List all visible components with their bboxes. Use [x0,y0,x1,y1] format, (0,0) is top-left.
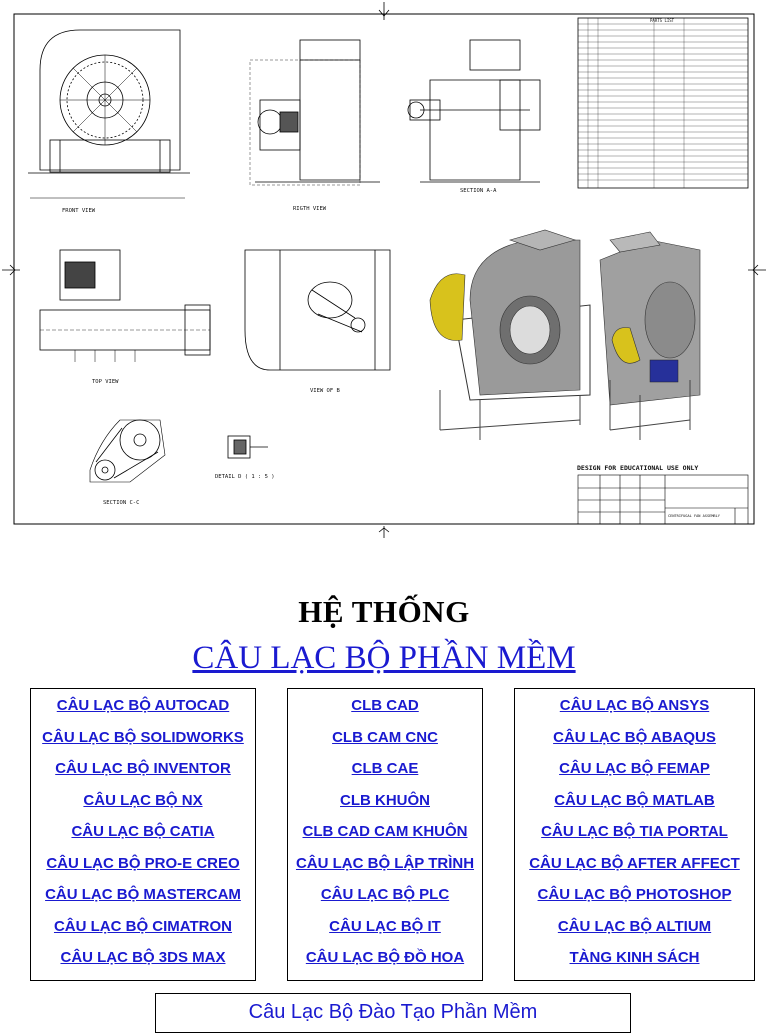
club-link-inventor[interactable]: CÂU LẠC BỘ INVENTOR [55,760,231,778]
club-link-matlab[interactable]: CÂU LẠC BỘ MATLAB [554,791,715,809]
club-link-tia-portal[interactable]: CÂU LẠC BỘ TIA PORTAL [541,823,728,841]
club-link-cae[interactable]: CLB CAE [351,760,419,778]
club-link-ansys[interactable]: CÂU LẠC BỘ ANSYS [559,697,710,715]
fan-3d-render-left [430,230,590,440]
edu-note: DESIGN FOR EDUCATIONAL USE ONLY [577,464,699,472]
club-link-catia[interactable]: CÂU LẠC BỘ CATIA [71,823,215,841]
club-link-photoshop[interactable]: CÂU LẠC BỘ PHOTOSHOP [537,886,732,904]
club-list-left [30,688,256,981]
heading-software-clubs[interactable]: CÂU LẠC BỘ PHẦN MỀM [192,640,576,676]
section-cc-view [90,420,165,506]
title-block-name: CENTRIFUGAL FAN ASSEMBLY [668,514,720,518]
footer-label: Câu Lạc Bộ Đào Tạo Phần Mềm [248,1001,538,1023]
right-view [250,40,380,212]
view-of-b [245,250,390,394]
heading-system: HỆ THỐNG [298,594,470,629]
footer-banner[interactable] [155,993,631,1033]
club-link-cam-cnc[interactable]: CLB CAM CNC [332,728,438,746]
club-link-plc[interactable]: CÂU LẠC BỘ PLC [320,886,450,904]
club-link-after-affect[interactable]: CÂU LẠC BỘ AFTER AFFECT [529,854,740,872]
section-aa-view [408,40,540,194]
front-view-label: FRONT VIEW [62,208,96,214]
detail-d-label: DETAIL D ( 1 : 5 ) [215,474,275,480]
club-link-cimatron[interactable]: CÂU LẠC BỘ CIMATRON [53,917,233,935]
club-link-lap-trinh[interactable]: CÂU LẠC BỘ LẬP TRÌNH [295,854,475,872]
club-link-altium[interactable]: CÂU LẠC BỘ ALTIUM [557,917,712,935]
club-link-cad-cam-khuon[interactable]: CLB CAD CAM KHUÔN [302,823,468,841]
club-link-do-hoa[interactable]: CÂU LẠC BỘ ĐỒ HOA [305,949,465,967]
parts-list [578,18,748,188]
fan-3d-render-right [600,232,700,440]
club-link-abaqus[interactable]: CÂU LẠC BỘ ABAQUS [553,728,716,746]
section-aa-label: SECTION A-A [460,188,497,194]
club-link-3ds-max[interactable]: CÂU LẠC BỘ 3DS MAX [60,949,226,967]
club-link-mastercam[interactable]: CÂU LẠC BỘ MASTERCAM [45,886,241,904]
club-list-right [514,688,755,981]
club-link-pro-e-creo[interactable]: CÂU LẠC BỘ PRO-E CREO [46,854,240,872]
club-link-solidworks[interactable]: CÂU LẠC BỘ SOLIDWORKS [42,728,244,746]
club-link-cad[interactable]: CLB CAD [351,697,419,715]
front-view [28,30,190,214]
club-list-middle [287,688,483,981]
parts-list-header: PARTS LIST [650,18,675,23]
title-block [578,475,748,524]
view-b-label: VIEW OF B [310,388,340,394]
top-view [40,250,210,385]
detail-d-view [215,436,275,480]
club-link-nx[interactable]: CÂU LẠC BỘ NX [83,791,203,809]
right-view-label: RIGTH VIEW [293,206,327,212]
club-link-khuon[interactable]: CLB KHUÔN [340,791,430,809]
club-link-autocad[interactable]: CÂU LẠC BỘ AUTOCAD [56,697,230,715]
section-cc-label: SECTION C-C [103,500,140,506]
club-link-femap[interactable]: CÂU LẠC BỘ FEMAP [559,760,710,778]
club-link-tang-kinh-sach[interactable]: TÀNG KINH SÁCH [569,949,700,967]
club-link-it[interactable]: CÂU LẠC BỘ IT [329,917,441,935]
top-view-label: TOP VIEW [92,379,119,385]
